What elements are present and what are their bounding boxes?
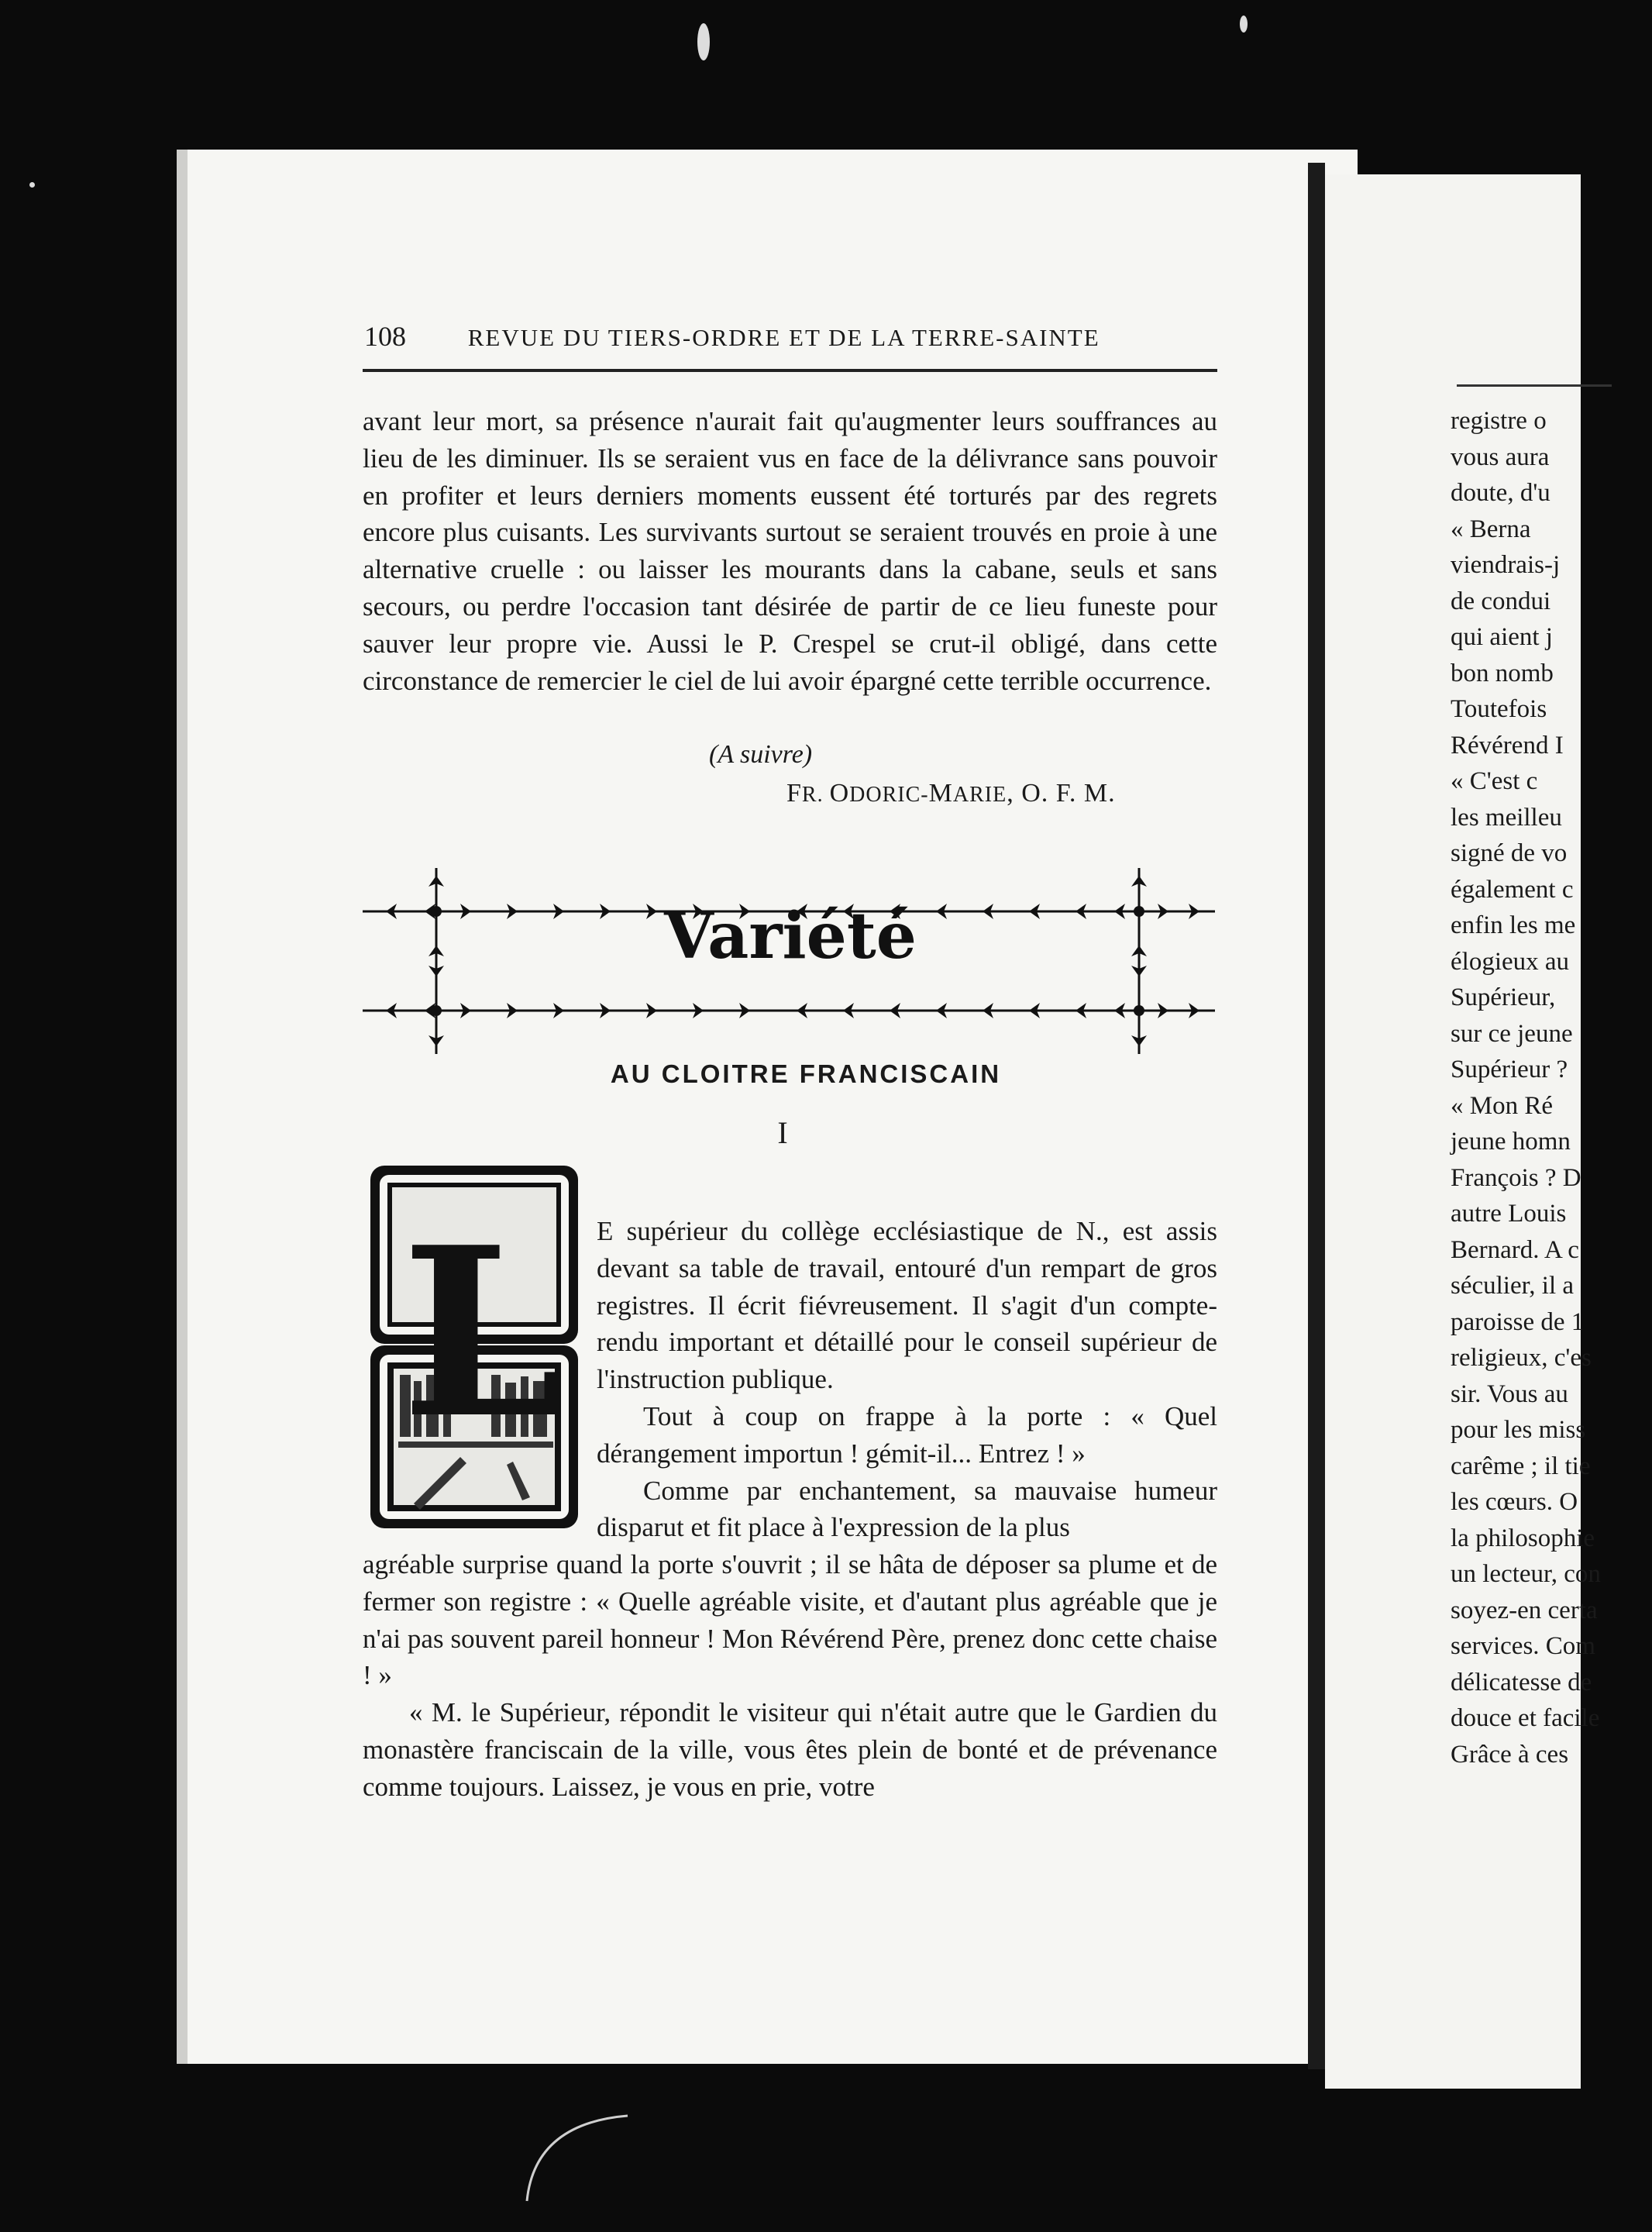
article-paragraph-3a: Comme par enchantement, sa mauvaise humeur disparut et fit place à l'expression de la plus — [597, 1475, 1217, 1543]
right-page-line: doute, d'u — [1451, 479, 1550, 507]
right-page-line: de condui — [1451, 587, 1551, 615]
book-gutter — [1308, 163, 1325, 2069]
article-paragraph-4: « M. le Supérieur, répondit le visiteur qui n'était autre que le Gardien du monastère franciscain de la ville, vous êtes plein de bonté et de prévenance comme toujours. Laissez, je vous en prie, votre — [363, 1697, 1217, 1802]
right-page-line: Bernard. A c — [1451, 1235, 1579, 1264]
page-number: 108 — [364, 321, 406, 352]
article-paragraph-3b: agréable surprise quand la porte s'ouvrit ; il se hâta de déposer sa plume et de fermer son registre : « Quelle agréable visite, et d'autant plus agréable que je n'ai pas souvent pareil honneur ! Mon Révérend Père, prenez donc cette chaise ! » — [363, 1549, 1217, 1691]
right-page-line: les cœurs. O — [1451, 1488, 1578, 1516]
right-page-line: Supérieur ? — [1451, 1056, 1568, 1083]
dust-speck — [1240, 16, 1248, 33]
header-rule — [363, 369, 1217, 372]
right-page-line: bon nomb — [1451, 659, 1554, 687]
right-page-line: les meilleu — [1451, 803, 1562, 832]
right-page-line: Supérieur, — [1451, 983, 1556, 1011]
right-page-line: soyez-en certa — [1451, 1596, 1598, 1624]
right-page-line: Toutefois — [1451, 695, 1547, 723]
section-heading-variete: Variété — [664, 899, 917, 973]
article-paragraph-2: Tout à coup on frappe à la porte : « Quel dérangement importun ! gémit-il... Entrez ! » — [597, 1400, 1217, 1469]
dropcap-letter: L — [401, 1196, 565, 1469]
right-page-line: viendrais-j — [1451, 551, 1561, 579]
right-page-text — [1451, 403, 1652, 1772]
right-page-line: vous aura — [1451, 443, 1550, 471]
right-page-line: carême ; il tie — [1451, 1452, 1591, 1480]
right-page-line: services. Com — [1451, 1632, 1595, 1660]
author-signature: FR. ODORIC-MARIE, O. F. M. — [786, 779, 1116, 808]
article-paragraph-1: supérieur du collège ecclésiastique de N., est assis devant sa table de travail, entouré d'un rempart de gros registres. Il écrit fiévreusement. Il s'agit d'un compte-rendu important et détaillé pour le conseil supérieur de l'instruction publique. — [597, 1216, 1218, 1395]
right-page-line: sur ce jeune — [1451, 1019, 1573, 1048]
right-page-line: élogieux au — [1451, 947, 1570, 976]
right-page-line: registre o — [1451, 407, 1547, 435]
right-page-line: sir. Vous au — [1451, 1380, 1568, 1408]
right-header-rule — [1457, 384, 1612, 387]
continuation-paragraph: avant leur mort, sa présence n'aurait fait qu'augmenter leurs souffrances au lieu de les diminuer. Ils se seraient vus en face de la délivrance sans pouvoir en profiter et leurs derniers moments eussent été torturés par des regrets encore plus cuisants. Les survivants surtout se seraient trouvés en proie à une alternative cruelle : ou laisser les mourants dans la cabane, seuls et sans secours, ou perdre l'occasion tant désirée de partir de ce lieu funeste pour sauver leur propre vie. Aussi le P. Crespel se crut-il obligé, dans cette circonstance de remercier le ciel de lui avoir épargné cette terrible occurrence. — [363, 406, 1217, 696]
right-page-line: religieux, c'es — [1451, 1344, 1592, 1372]
right-page-line: paroisse de 1 — [1451, 1307, 1585, 1336]
right-page-line: douce et facile — [1451, 1704, 1600, 1732]
chapter-number: I — [777, 1115, 788, 1150]
right-page-line: pour les miss — [1451, 1416, 1586, 1444]
article-opening-text — [597, 1213, 1217, 1546]
right-page-line: « Berna — [1451, 515, 1531, 543]
running-head — [364, 320, 1217, 353]
dust-speck — [29, 182, 35, 188]
article-title: AU CLOITRE FRANCISCAIN — [610, 1059, 1002, 1088]
right-page-line: également c — [1451, 875, 1574, 904]
dust-speck — [697, 23, 710, 60]
hair-artifact — [504, 2108, 659, 2209]
continuation-text — [363, 403, 1217, 699]
right-page-line: séculier, il a — [1451, 1272, 1575, 1300]
right-page-line: Grâce à ces — [1451, 1740, 1569, 1769]
dropcap-continuation: E — [597, 1216, 614, 1246]
right-page-line: enfin les me — [1451, 911, 1576, 939]
right-page-line: autre Louis — [1451, 1200, 1567, 1228]
right-page-line: qui aient j — [1451, 623, 1553, 651]
right-page-line: jeune homn — [1451, 1128, 1571, 1156]
right-page-line: « C'est c — [1451, 767, 1538, 795]
journal-title: REVUE DU TIERS-ORDRE ET DE LA TERRE-SAINTE — [467, 324, 1100, 351]
right-page-line: « Mon Ré — [1451, 1091, 1553, 1120]
to-be-continued: (A suivre) — [709, 740, 813, 769]
right-page-line: signé de vo — [1451, 839, 1568, 867]
right-page-line: François ? D — [1451, 1163, 1581, 1192]
right-page-line: un lecteur, con — [1451, 1560, 1601, 1588]
right-page-line: la philosophie — [1451, 1524, 1595, 1552]
right-page-line: délicatesse de — [1451, 1668, 1592, 1696]
right-page-line: Révérend I — [1451, 731, 1564, 760]
article-body-text — [363, 1546, 1217, 1806]
